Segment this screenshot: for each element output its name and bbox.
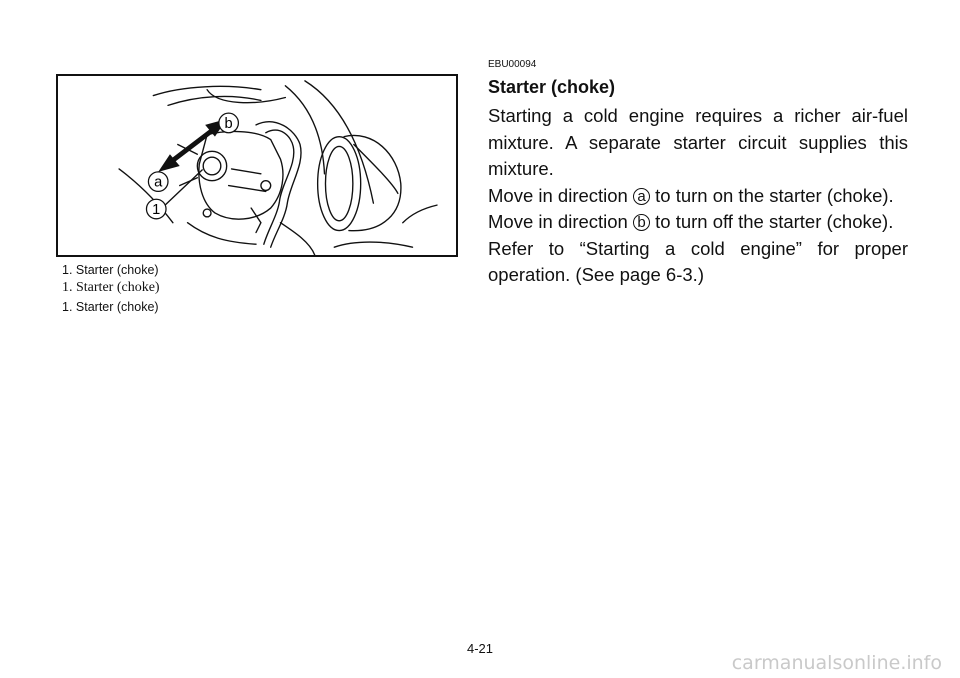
paragraph-direction-b [488, 209, 908, 236]
watermark: carmanualsonline.info [731, 652, 942, 674]
section-title: Starter (choke) [488, 77, 616, 97]
text: to turn on the starter (choke). [649, 184, 894, 206]
starter-choke-illustration [56, 74, 458, 257]
paragraph-description: Starting a cold engine requires a richer air-fuel mixture. A separate starter circuit supplies this mixture. [488, 105, 908, 179]
engine-line-drawing [58, 76, 456, 255]
direction-a-marker: a [633, 188, 650, 205]
callout-b-label: b [224, 115, 233, 132]
section-code: EBU00094 [488, 59, 537, 70]
callout-a-label: a [154, 174, 163, 191]
paragraph-direction-a [488, 183, 908, 210]
figure-caption: 1. Starter (choke) [62, 263, 159, 277]
text: Move in direction [488, 184, 633, 206]
paragraph-reference: Refer to “Starting a cold engine” for proper operation. (See page 6-3.) [488, 237, 908, 285]
callout-1-label: 1 [152, 201, 161, 218]
page-number: 4-21 [466, 641, 494, 656]
figure-caption-duplicate: 1. Starter (choke) [62, 280, 160, 295]
direction-b-marker: b [633, 214, 650, 231]
section-body [488, 103, 908, 289]
figure-caption-duplicate: 1. Starter (choke) [62, 300, 159, 314]
text: to turn off the starter (choke). [649, 211, 894, 232]
text: Move in direction [488, 211, 633, 232]
